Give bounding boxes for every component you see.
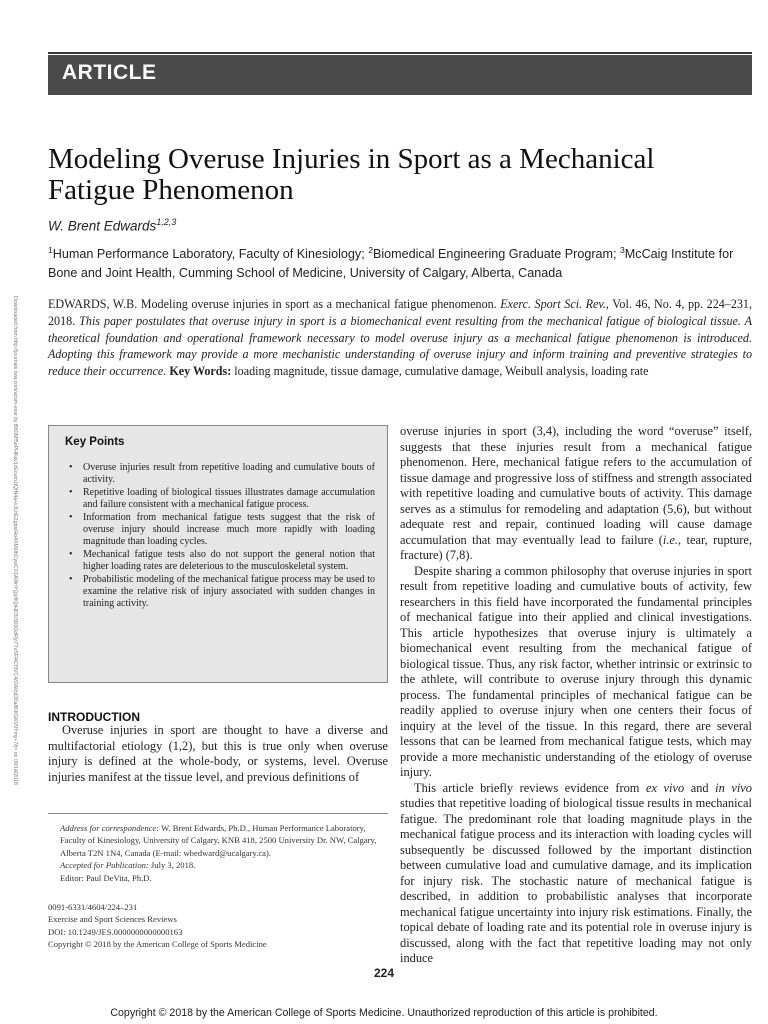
bullet-icon: • (69, 486, 73, 498)
key-point-text: Repetitive loading of biological tissues illustrates damage accumulation and failure consistent with a mechanical fatigue process. (83, 486, 375, 511)
key-point-text: Mechanical fatigue tests also do not support the general notion that higher loading rates are deleterious to the musculoskeletal system. (83, 548, 375, 573)
bullet-icon: • (69, 548, 73, 560)
abstract-citation: EDWARDS, W.B. Modeling overuse injuries in sport as a mechanical fatigue phenomenon. (48, 297, 501, 311)
footnote-rule (48, 813, 388, 814)
affiliation-text: McCaig Institute for Bone and Joint Health, Cumming School of Medicine, University of Calgary, Alberta, Canada (48, 247, 734, 281)
download-note: Downloaded from http://journals.lww.com/acsm-essr by BhDMf5ePHKav1zEoum1tQfN4a+kJLhEZgbsIHo4XMi0hCywCX1AWnYQp/IlQrHD3i3D0OdRyi7TvSFl4Cf3VC4/OAVpDDa8KKGKV0Ymy+78= on 09/14/2018 (12, 296, 18, 785)
author-name: W. Brent Edwards (48, 218, 157, 234)
abstract (48, 296, 752, 380)
paragraph (400, 424, 752, 564)
paragraph-text: studies that repetitive loading of biological tissue results in mechanical fatigue. The predominant role that loading magnitude plays in the mechanical fatigue process and its interaction with loading cycles will subsequently be discussed followed by the important distinction between cumulative load and cumulative damage, and its implication for injury risk. The stochastic nature of mechanical fatigue is described, in addition to probabilistic analyses that incorporate mechanical fatigue uncertainty into injury risk estimations. Finally, the topical debate of loading rate and its potential role in overuse injury is discussed, along with the fact that repetitive loading may not only induce (400, 796, 752, 965)
paragraph-emphasis: ex vivo (645, 780, 685, 795)
article-title: Modeling Overuse Injuries in Sport as a Mechanical Fatigue Phenomenon (48, 143, 655, 206)
journal-line: Exercise and Sport Sciences Reviews (48, 914, 177, 925)
key-points-box (48, 425, 388, 683)
accepted-date (60, 859, 390, 871)
key-points-title: Key Points (65, 436, 125, 448)
affiliation-text: Human Performance Laboratory, Faculty of Kinesiology; (52, 247, 369, 262)
paragraph-emphasis: i.e. (662, 532, 679, 547)
publication-info (48, 901, 388, 951)
issn-line: 0091-6331/4604/224–231 (48, 902, 138, 912)
download-sidebar (8, 296, 22, 785)
bullet-icon: • (69, 573, 73, 585)
author-affiliation-marks: 1,2,3 (156, 217, 177, 227)
affiliation-mark: 3 (620, 245, 625, 255)
bullet-icon: • (69, 462, 73, 473)
affiliation-mark: 1 (48, 245, 53, 255)
author-line (48, 217, 176, 234)
correspondence-footnote (60, 822, 390, 884)
introduction-text: Overuse injuries in sport are thought to have a diverse and multifactorial etiology (1,2), but this is true only when overuse injury is defined at the whole-body, or systems, level. Overuse injuries manifest at the tissue level, and previous definitions of (48, 723, 388, 784)
section-banner (48, 55, 752, 95)
list-item (65, 574, 375, 611)
list-item (65, 462, 375, 487)
affiliations (48, 241, 752, 283)
editor-line: Editor: Paul DeVita, Ph.D. (60, 872, 152, 883)
section-label: ARTICLE (62, 61, 157, 84)
accepted-text: July 3, 2018. (148, 860, 196, 871)
list-item (65, 512, 375, 549)
introduction-heading: INTRODUCTION (48, 710, 140, 724)
page-number: 224 (373, 966, 395, 980)
paragraph: Despite sharing a common philosophy that overuse injuries in sport result from repetitive loading and cumulative bouts of activity, few researchers in this field have incorporated the fundamental principles of mechanical fatigue into their applied and clinical investigations. This article hypothesizes that overuse injury is ultimately a biomechanical event resulting from the mechanical fatigue of biological tissue. Thus, any risk factor, whether intrinsic or extrinsic to the athlete, will contribute to overuse injury through this dynamic process. The fundamental principles of mechanical fatigue can be readily applied to overuse injury when one centers their focus of inquiry at the level of the tissue. In this regard, there are several lessons that can be learned from mechanical fatigue tests, which may provide a more mechanistic understanding of the etiology of overuse injury. (400, 563, 752, 779)
keywords: loading magnitude, tissue damage, cumulative damage, Weibull analysis, loading rate (231, 364, 649, 379)
key-point-text: Information from mechanical fatigue tests suggest that the risk of overuse injury should increase much more rapidly with loading magnitude than loading cycles. (83, 511, 375, 548)
doi-line: DOI: 10.1249/JES.0000000000000163 (48, 926, 183, 937)
paragraph-text: and (684, 780, 716, 795)
paragraph (400, 781, 752, 967)
paragraph-text: This article briefly reviews evidence from (414, 780, 646, 795)
list-item (65, 487, 375, 512)
key-point-text: Overuse injuries result from repetitive loading and cumulative bouts of activity. (83, 462, 375, 486)
paragraph-text: overuse injuries in sport (3,4), including the word “overuse” itself, suggests that these injuries result from a mechanical fatigue phenomenon. Here, mechanical fatigue refers to the accumulation of tissue damage and progressive loss of stiffness and strength associated with repetitive loading and cumulative bouts of activity. This damage serves as a stimulus for remodeling and adaptation (5,6), but without adequate rest and repair, continued loading will cause damage accumulation that may eventually lead to failure ( (400, 424, 752, 547)
correspondence (60, 822, 390, 859)
key-point-text: Probabilistic modeling of the mechanical fatigue process may be used to examine the relative risk of injury associated with sudden changes in training activity. (83, 573, 375, 610)
bullet-icon: • (69, 511, 73, 523)
keywords-label: Key Words: (166, 364, 232, 379)
paragraph-text: , tear, rupture, fracture) (7,8). (400, 532, 752, 562)
copyright-footer: Copyright © 2018 by the American College of Sports Medicine. Unauthorized reproduction of this article is prohibited. (110, 1007, 658, 1019)
accepted-label: Accepted for Publication: (60, 860, 149, 871)
right-column-text (400, 424, 752, 967)
abstract-summary: This paper postulates that overuse injury in sport is a biomechanical event resulting from the mechanical fatigue of biological tissue. A theoretical foundation and operational framework necessary to model overuse injury as a mechanical fatigue phenomenon is introduced. Adopting this framework may provide a more mechanistic understanding of overuse injury and inform training and preventive strategies to reduce their occurrence. (48, 313, 752, 379)
journal-name: Exerc. Sport Sci. Rev. (500, 297, 606, 311)
paragraph-emphasis: in vivo (715, 780, 752, 795)
key-points-list (65, 462, 375, 611)
header-rule (48, 52, 752, 54)
copyright-line: Copyright © 2018 by the American College of Sports Medicine (48, 939, 267, 950)
affiliation-text: Biomedical Engineering Graduate Program; (372, 247, 621, 262)
abstract-volume: , Vol. 46, No. 4, pp. 224–231, 2018. (48, 297, 752, 328)
list-item (65, 549, 375, 574)
correspondence-label: Address for correspondence: (60, 823, 160, 833)
affiliation-mark: 2 (368, 245, 373, 255)
correspondence-text: W. Brent Edwards, Ph.D., Human Performance Laboratory, Faculty of Kinesiology, University of Calgary, KNB 418, 2500 University Dr. NW, Calgary, Alberta T2N 1N4, Canada (E-mail: wbedward@ucalgary.ca). (60, 823, 377, 858)
